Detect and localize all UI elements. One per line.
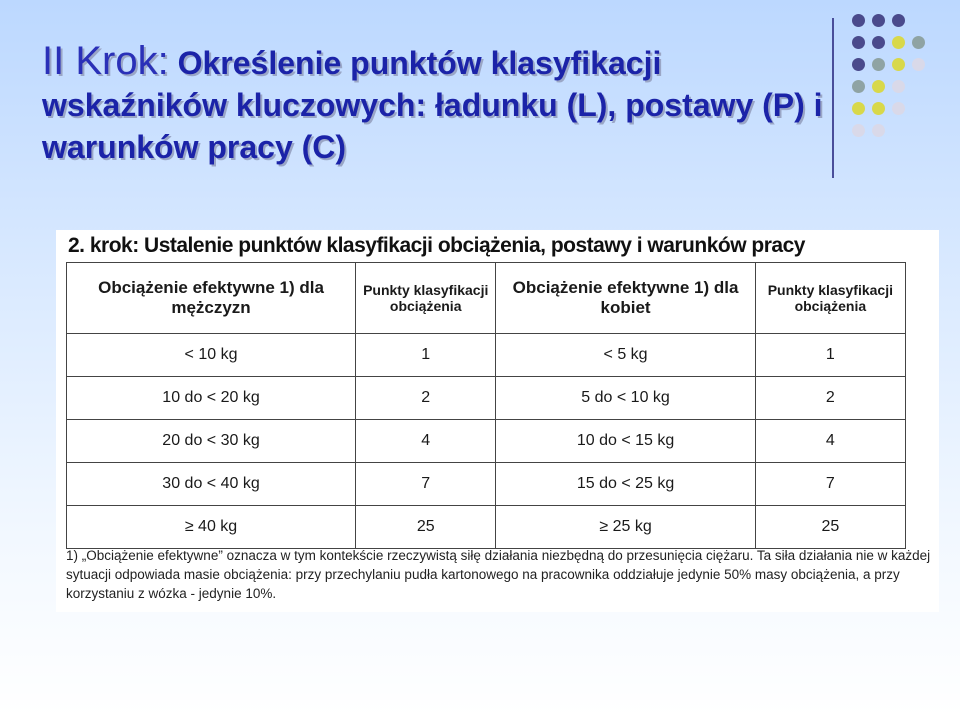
cell-women-points: 2 [755, 377, 905, 420]
cell-men-points: 4 [356, 420, 496, 463]
cell-men-points: 25 [356, 506, 496, 549]
cell-men-load: < 10 kg [67, 334, 356, 377]
decorative-divider [832, 18, 834, 178]
cell-men-load: 10 do < 20 kg [67, 377, 356, 420]
decorative-dot [872, 14, 885, 27]
decorative-dot [872, 102, 885, 115]
table-row [67, 420, 906, 463]
decorative-dot [892, 80, 905, 93]
cell-men-points: 1 [356, 334, 496, 377]
decorative-dot [872, 58, 885, 71]
decorative-dot [872, 80, 885, 93]
table-header-row [67, 263, 906, 334]
cell-men-load: 30 do < 40 kg [67, 463, 356, 506]
decorative-dot [872, 36, 885, 49]
decorative-dot [852, 102, 865, 115]
load-points-table [66, 262, 906, 549]
cell-men-load: 20 do < 30 kg [67, 420, 356, 463]
decorative-dot [852, 58, 865, 71]
table-row [67, 377, 906, 420]
table-body [67, 334, 906, 549]
column-header-men-load: Obciążenie efektywne 1) dla mężczyzn [67, 263, 356, 334]
decorative-dot [892, 102, 905, 115]
decorative-dot [912, 58, 925, 71]
decorative-dot [852, 80, 865, 93]
cell-men-points: 7 [356, 463, 496, 506]
table-row [67, 506, 906, 549]
cell-men-load: ≥ 40 kg [67, 506, 356, 549]
decorative-dot [892, 14, 905, 27]
decorative-dot [912, 36, 925, 49]
column-header-men-points: Punkty klasyfikacji obciążenia [356, 263, 496, 334]
slide-title-rest: Określenie punktów klasyfikacji wskaźników kluczowych: ładunku (L), postawy (P) i warunków pracy (C) [42, 45, 823, 165]
cell-men-points: 2 [356, 377, 496, 420]
panel-heading: 2. krok: Ustalenie punktów klasyfikacji obciążenia, postawy i warunków pracy [68, 234, 805, 257]
cell-women-load: 10 do < 15 kg [496, 420, 755, 463]
decorative-dot [872, 124, 885, 137]
table-row [67, 463, 906, 506]
classification-panel [56, 230, 939, 612]
column-header-women-points: Punkty klasyfikacji obciążenia [755, 263, 905, 334]
decorative-dot [852, 36, 865, 49]
footnote: 1) „Obciążenie efektywne” oznacza w tym kontekście rzeczywistą siłę działania niezbędną do przesunięcia ciężaru. Ta siła działania nie w każdej sytuacji odpowiada masie obciążenia: przy przechylaniu pudła kartonowego na pracownika oddziałuje jedynie 50% masy obciążenia, a przy korzystaniu z wózka - jedynie 10%. [66, 548, 931, 601]
cell-women-load: < 5 kg [496, 334, 755, 377]
cell-women-points: 7 [755, 463, 905, 506]
decorative-dot [852, 14, 865, 27]
slide-title-lead: II Krok: [42, 39, 169, 83]
cell-women-points: 1 [755, 334, 905, 377]
table-row [67, 334, 906, 377]
cell-women-load: 5 do < 10 kg [496, 377, 755, 420]
column-header-women-load: Obciążenie efektywne 1) dla kobiet [496, 263, 755, 334]
decorative-dot-grid [852, 14, 952, 154]
cell-women-load: 15 do < 25 kg [496, 463, 755, 506]
decorative-dot [892, 58, 905, 71]
decorative-dot [852, 124, 865, 137]
slide-title [42, 40, 832, 168]
cell-women-points: 25 [755, 506, 905, 549]
decorative-dot [892, 36, 905, 49]
cell-women-points: 4 [755, 420, 905, 463]
cell-women-load: ≥ 25 kg [496, 506, 755, 549]
